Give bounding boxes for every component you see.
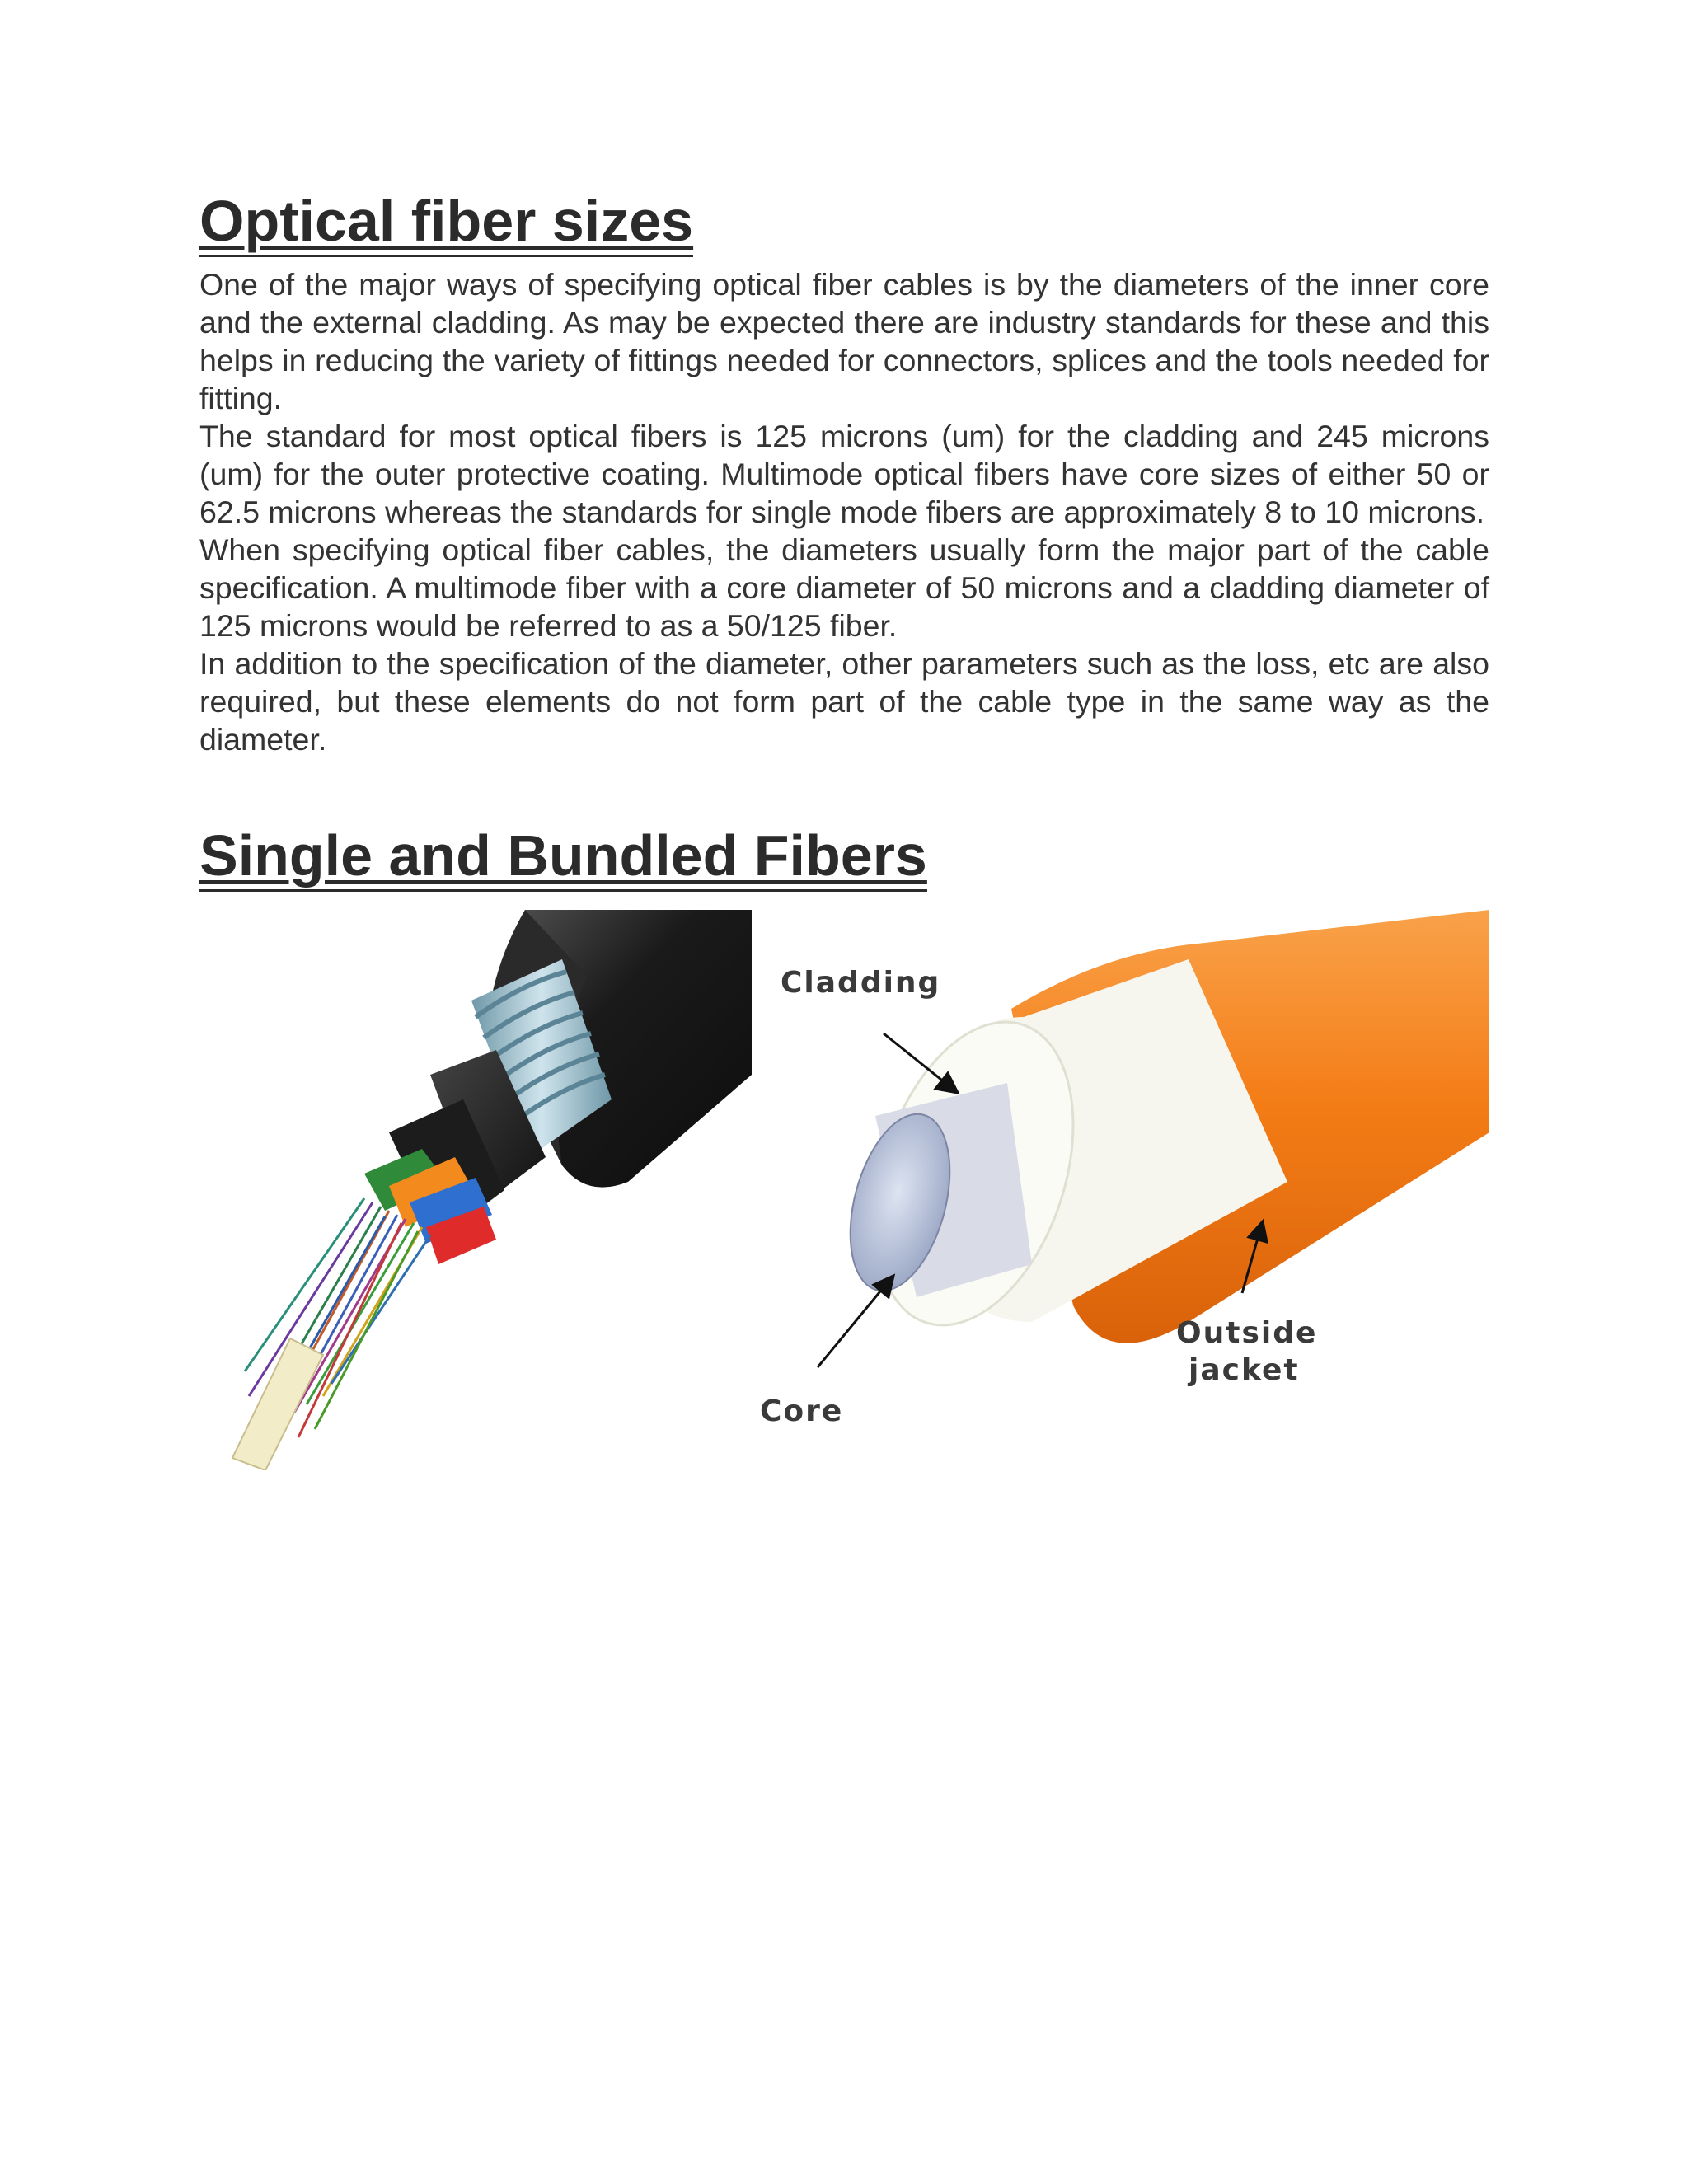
core-shape xyxy=(832,1083,1032,1301)
label-core: Core xyxy=(760,1394,844,1428)
paragraph: One of the major ways of specifying optical fiber cables is by the diameters of the inner core and the external cladding. As may be expected there are industry standards for these and this helps in reducing the variety of fittings needed for connectors, splices and the tools needed for fitting. xyxy=(199,267,1489,415)
label-cladding: Cladding xyxy=(781,966,941,1000)
section-fiber-sizes-header xyxy=(199,190,1489,257)
fiber-structure-diagram xyxy=(760,910,1489,1470)
section-title-bundled-fibers: Single and Bundled Fibers xyxy=(199,824,927,892)
paragraph: In addition to the specification of the diameter, other parameters such as the loss, etc are also required, but these elements do not form part of the cable type in the same way as the diameter. xyxy=(199,646,1489,757)
strength-member xyxy=(232,1338,323,1470)
paragraph: When specifying optical fiber cables, the diameters usually form the major part of the cable specification. A multimode fiber with a core diameter of 50 microns and a cladding diameter of 125 microns would be referred to as a 50/125 fiber. xyxy=(199,532,1489,643)
bundled-cable-image xyxy=(199,910,752,1470)
label-outside-jacket-line1: Outside xyxy=(1176,1316,1318,1350)
document-page xyxy=(199,190,1489,1470)
section-bundled-fibers-header xyxy=(199,824,1489,892)
section-fiber-sizes-body xyxy=(199,265,1489,758)
section-title-fiber-sizes: Optical fiber sizes xyxy=(199,190,693,257)
figures-row xyxy=(199,910,1489,1470)
label-outside-jacket-line2: jacket xyxy=(1189,1353,1300,1387)
paragraph: The standard for most optical fibers is 125 microns (um) for the cladding and 245 microns (um) for the outer protective coating. Multimode optical fibers have core sizes of either 50 or 62.5 microns whereas the standards for single mode fibers are approximately 8 to 10 microns. xyxy=(199,419,1489,529)
